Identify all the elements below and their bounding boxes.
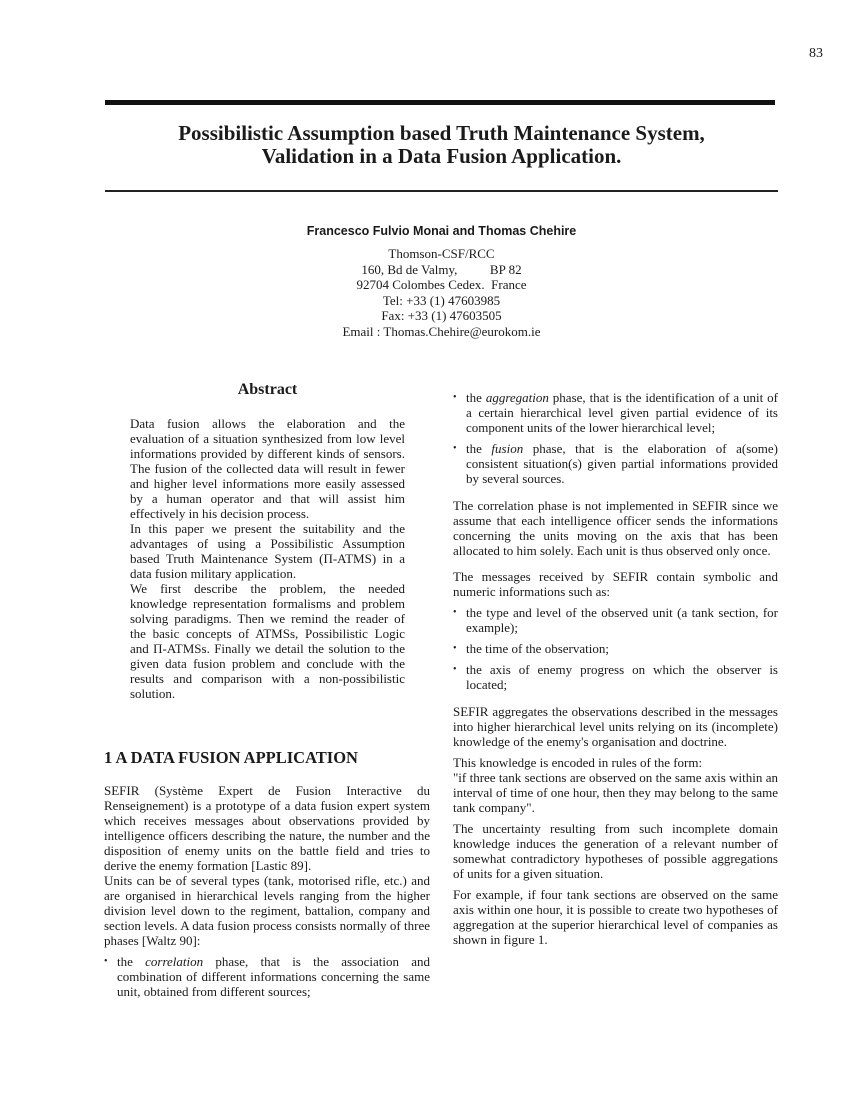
bullet-item-message: • the time of the observation; (453, 641, 778, 656)
abstract-body (130, 416, 405, 701)
affil-city: 92704 Colombes Cedex. France (356, 277, 527, 292)
paragraph-uncertainty: The uncertainty resulting from such incomplete domain knowledge induces the generation of a relevant number of somewhat contradictory hypotheses of possible aggregations of units for a given situation. (453, 821, 778, 881)
term-aggregation: aggregation (485, 390, 549, 405)
section-heading: 1 A DATA FUSION APPLICATION (104, 748, 358, 767)
affil-street: 160, Bd de Valmy, BP 82 (361, 261, 522, 277)
affil-org: Thomson-CSF/RCC (388, 246, 495, 261)
affiliation (105, 246, 778, 339)
page-number: 83 (809, 46, 823, 61)
bullet-item-message: • the axis of enemy progress on which the observer is located; (453, 662, 778, 692)
right-column (453, 390, 778, 947)
section-paragraph: SEFIR (Système Expert de Fusion Interactive du Renseignement) is a prototype of a data fusion expert system which receives messages about observations provided by intelligence officers describing the nature, the number and the disposition of enemy units on the battle field and tries to derive the enemy formation [Lastic 89]. (104, 783, 430, 873)
left-column (104, 783, 430, 999)
paragraph-correlation: The correlation phase is not implemented in SEFIR since we assume that each intelligence officer sends the informations concerning the units moving on the axis that has been allocated to him solely. Each unit is thus observed only once. (453, 498, 778, 558)
paragraph-rule-intro: This knowledge is encoded in rules of the form: (453, 755, 703, 770)
term-fusion: fusion (491, 441, 524, 456)
abstract-paragraph: We first describe the problem, the needed knowledge representation formalisms and problem solving paradigms. Then we remind the reader of the basic concepts of ATMSs, Possibilistic Logic and Π-ATMSs. Finally we detail the solution to the given data fusion problem and conclude with the results and comparison with a non-possibilistic solution. (130, 581, 405, 701)
bullet-item-fusion: • the fusion phase, that is the elaboration of a(some) consistent situation(s) given partial informations provided by several sources. (453, 441, 778, 486)
affil-email: Email : Thomas.Chehire@eurokom.ie (342, 323, 541, 339)
abstract-heading: Abstract (237, 381, 298, 398)
bullet-item-aggregation: • the aggregation phase, that is the identification of a unit of a certain hierarchical level given partial evidence of its component units of the lower hierarchical level; (453, 390, 778, 435)
paragraph-aggregates: SEFIR aggregates the observations described in the messages into higher hierarchical level units relying on its (incomplete) knowledge of the enemy's organisation and doctrine. (453, 704, 778, 749)
term-correlation: correlation (145, 954, 204, 969)
title-line-2: Validation in a Data Fusion Application. (261, 144, 622, 168)
title-rule (105, 190, 778, 192)
paragraph-example: For example, if four tank sections are observed on the same axis within one hour, it is possible to create two hypotheses of aggregation at the superior hierarchical level of companies as shown in figure 1. (453, 887, 778, 947)
paragraph-messages: The messages received by SEFIR contain symbolic and numeric informations such as: (453, 569, 778, 599)
affil-fax: Fax: +33 (1) 47603505 (381, 308, 502, 323)
bullet-item-correlation: • the correlation phase, that is the association and combination of different informations concerning the same unit, obtained from different sources; (104, 954, 430, 999)
abstract-paragraph: Data fusion allows the elaboration and the evaluation of a situation synthesized from low level informations provided by different kinds of sensors. The fusion of the collected data will result in fewer and higher level informations more easily assessed by a human operator and that will assist him effectively in his decision process. (130, 416, 405, 521)
section-paragraph: Units can be of several types (tank, motorised rifle, etc.) and are organised in hierarchical levels ranging from the higher division level down to the regiment, battalion, company and section levels. A data fusion process consists normally of three phases [Waltz 90]: (104, 873, 430, 948)
title-line-1: Possibilistic Assumption based Truth Maintenance System, (178, 121, 705, 145)
paragraph-rule: "if three tank sections are observed on the same axis within an interval of time of one hour, then they may belong to the same tank company". (453, 770, 778, 815)
abstract-paragraph: In this paper we present the suitability and the advantages of using a Possibilistic Assumption based Truth Maintenance System (Π-ATMS) in a data fusion military application. (130, 521, 405, 581)
top-rule (105, 100, 775, 105)
paper-title (105, 122, 778, 168)
bullet-item-message: • the type and level of the observed unit (a tank section, for example); (453, 605, 778, 635)
authors: Francesco Fulvio Monai and Thomas Chehire (306, 224, 577, 238)
affil-tel: Tel: +33 (1) 47603985 (382, 292, 501, 308)
